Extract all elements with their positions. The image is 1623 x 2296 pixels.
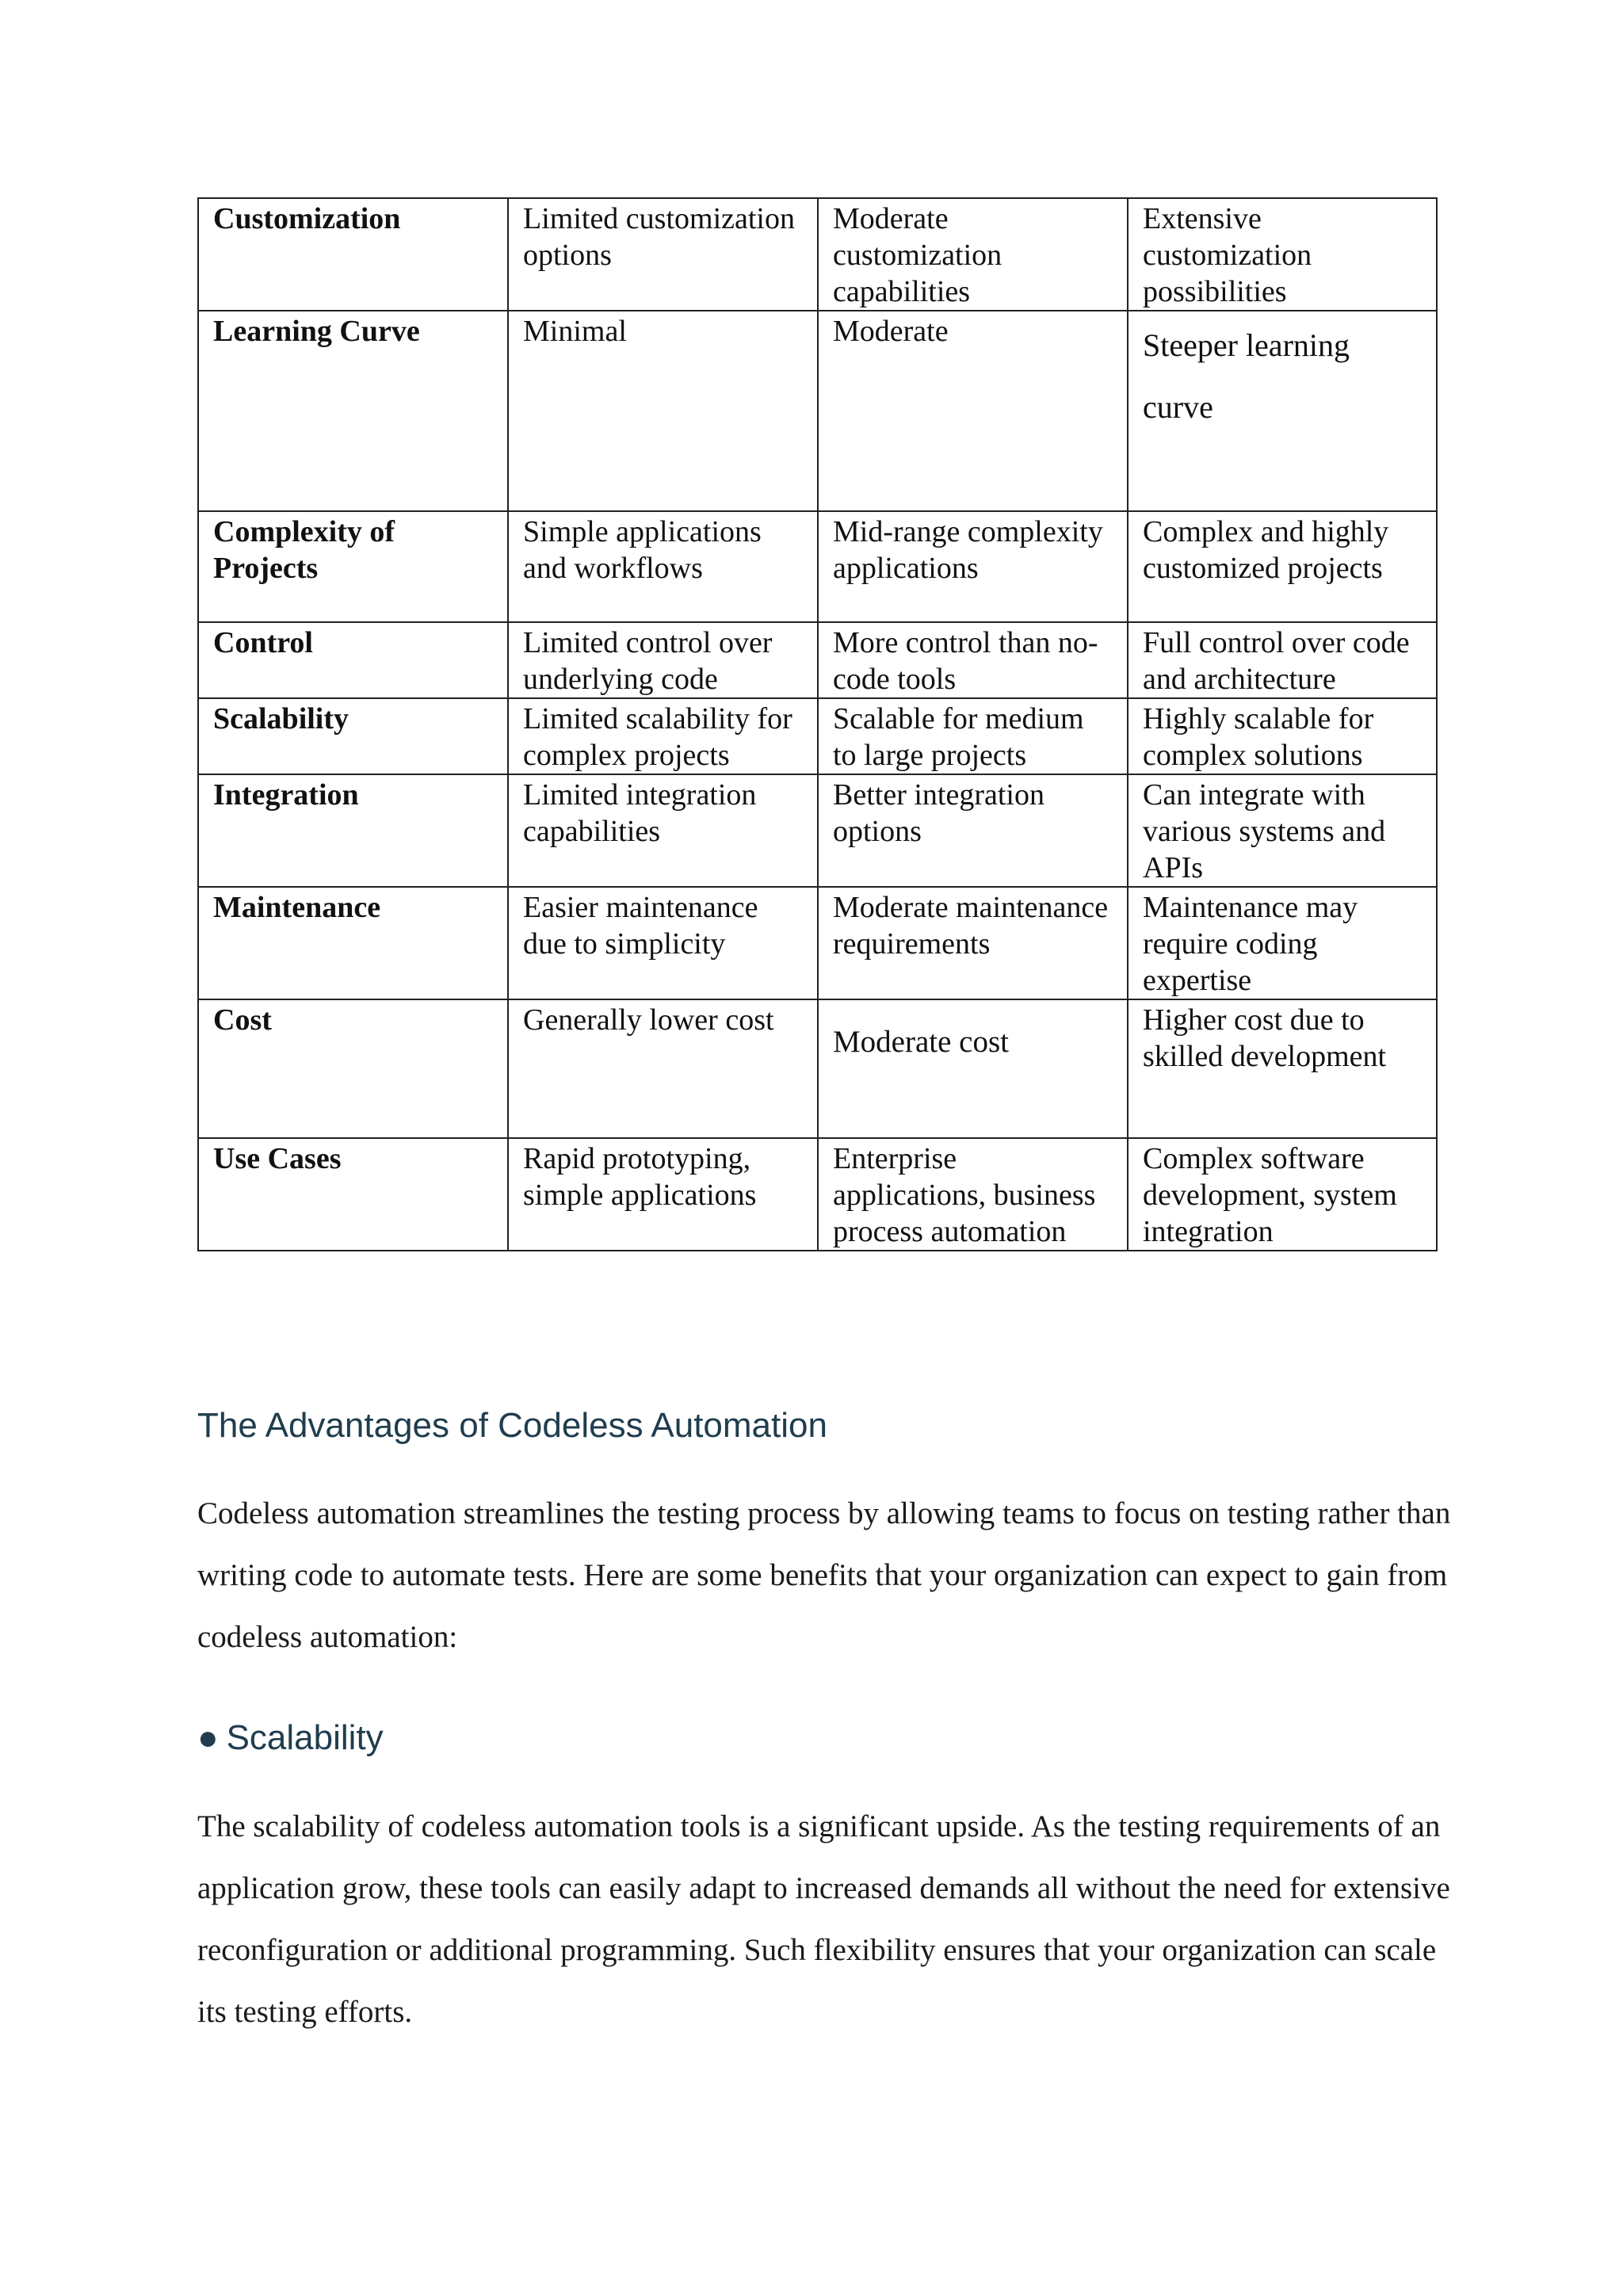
table-row — [198, 311, 1437, 511]
table-cell: Moderate maintenance requirements — [818, 887, 1128, 999]
table-cell: Mid-range complexity applications — [818, 511, 1128, 622]
row-label: Cost — [198, 999, 508, 1138]
table-cell: Extensive customization possibilities — [1128, 198, 1437, 311]
bullet-paragraph: The scalability of codeless automation tools is a significant upside. As the testing requirements of an application grow, these tools can easily adapt to increased demands all without the need for extensive reconfiguration or additional programming. Such flexibility ensures that your organization can scale its testing efforts. — [197, 1809, 1450, 2029]
table-cell: Minimal — [508, 311, 818, 511]
table-row — [198, 622, 1437, 698]
row-label: Integration — [198, 774, 508, 887]
table-row — [198, 999, 1437, 1138]
table-cell: Easier maintenance due to simplicity — [508, 887, 818, 999]
table-cell: Full control over code and architecture — [1128, 622, 1437, 698]
table-cell: Better integration options — [818, 774, 1128, 887]
cell-text: Steeper learning curve — [1143, 327, 1350, 425]
table-cell: Maintenance may require coding expertise — [1128, 887, 1437, 999]
table-row — [198, 887, 1437, 999]
table-cell: Rapid prototyping, simple applications — [508, 1138, 818, 1251]
table-cell: Limited customization options — [508, 198, 818, 311]
table-cell: Scalable for medium to large projects — [818, 698, 1128, 774]
table-cell: Higher cost due to skilled development — [1128, 999, 1437, 1138]
table-row — [198, 198, 1437, 311]
table-cell: Limited scalability for complex projects — [508, 698, 818, 774]
row-label: Control — [198, 622, 508, 698]
row-label: Complexity of Projects — [198, 511, 508, 622]
table-cell — [818, 999, 1128, 1138]
table-row — [198, 511, 1437, 622]
bullet-heading-text: Scalability — [226, 1718, 384, 1757]
row-label: Customization — [198, 198, 508, 311]
table-cell: Limited integration capabilities — [508, 774, 818, 887]
table-row — [198, 1138, 1437, 1251]
table-cell: Simple applications and workflows — [508, 511, 818, 622]
table-cell: Highly scalable for complex solutions — [1128, 698, 1437, 774]
table-row — [198, 698, 1437, 774]
row-label: Scalability — [198, 698, 508, 774]
table-cell: Complex software development, system integration — [1128, 1138, 1437, 1251]
table-cell: Moderate customization capabilities — [818, 198, 1128, 311]
row-label: Maintenance — [198, 887, 508, 999]
table-cell: Moderate — [818, 311, 1128, 511]
cell-text: Moderate cost — [833, 1025, 1010, 1059]
table-cell: Generally lower cost — [508, 999, 818, 1138]
table-cell: More control than no-code tools — [818, 622, 1128, 698]
intro-paragraph: Codeless automation streamlines the testing process by allowing teams to focus on testing rather than writing code to automate tests. Here are some benefits that your organization can expect to gain from codeless automation: — [197, 1496, 1451, 1654]
bullet-heading — [197, 1718, 384, 1758]
section-title: The Advantages of Codeless Automation — [197, 1406, 827, 1445]
table-row — [198, 774, 1437, 887]
row-label: Learning Curve — [198, 311, 508, 511]
table-cell: Can integrate with various systems and APIs — [1128, 774, 1437, 887]
row-label: Use Cases — [198, 1138, 508, 1251]
table-cell: Complex and highly customized projects — [1128, 511, 1437, 622]
bullet-dot-icon: ● — [197, 1718, 219, 1757]
comparison-table — [197, 197, 1438, 1251]
table-cell: Enterprise applications, business process automation — [818, 1138, 1128, 1251]
table-cell: Limited control over underlying code — [508, 622, 818, 698]
table-cell — [1128, 311, 1437, 511]
